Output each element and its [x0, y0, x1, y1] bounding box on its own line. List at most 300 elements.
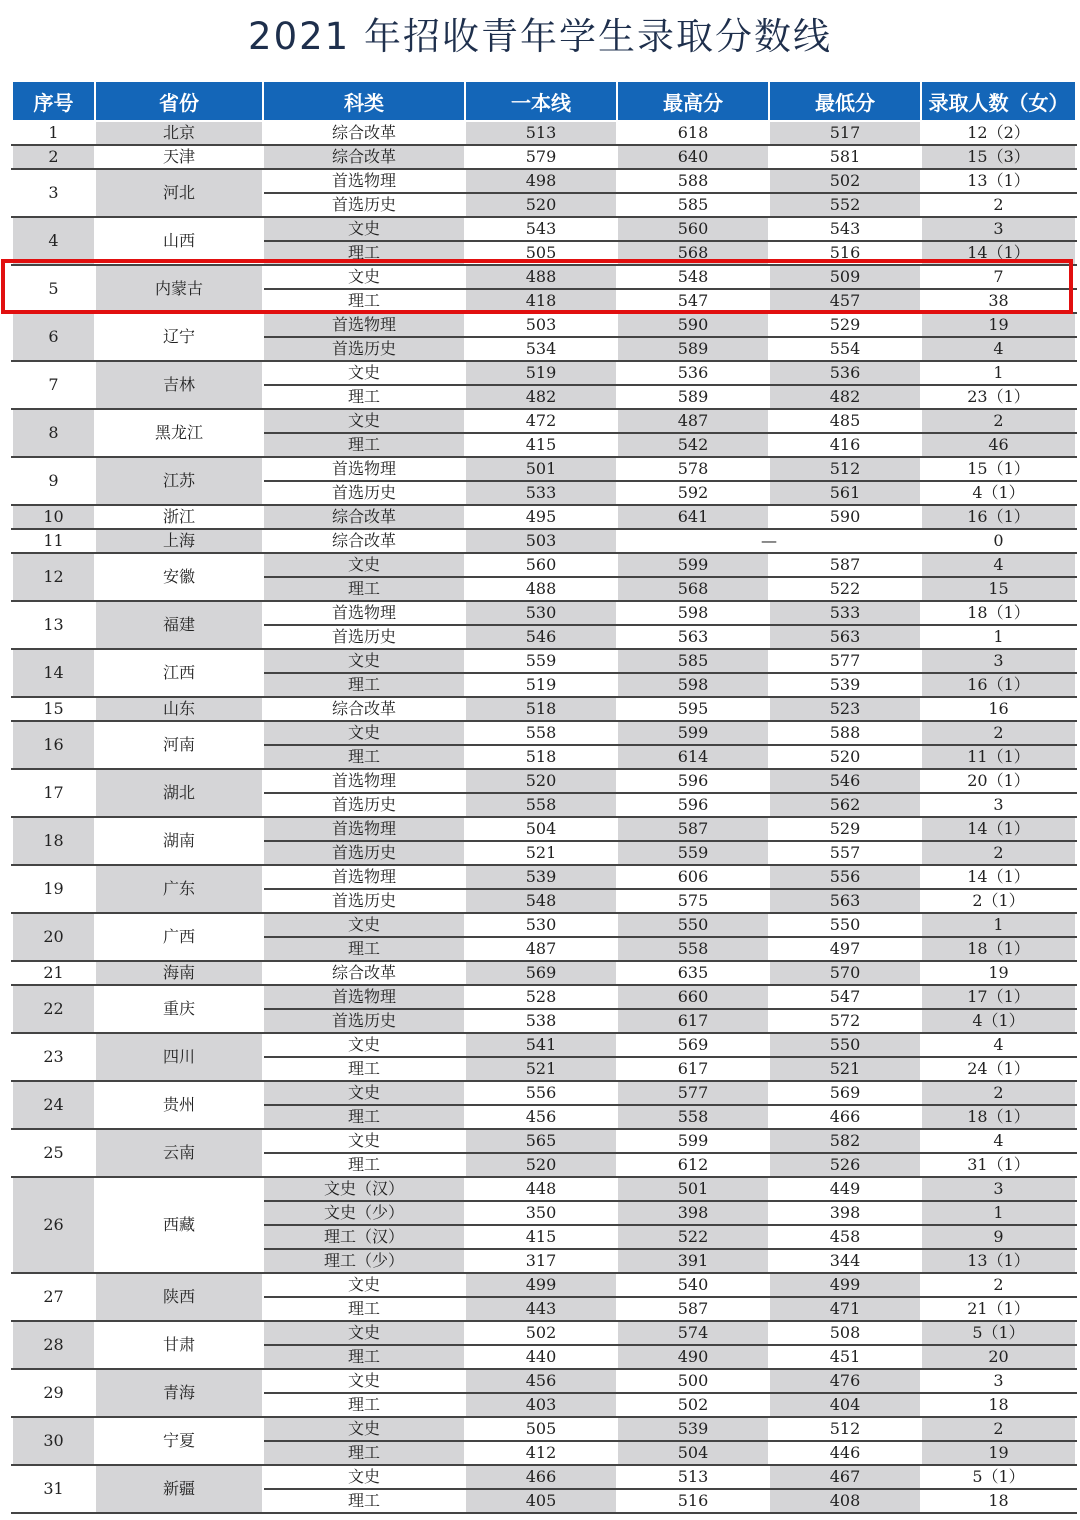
category-cell: 首选历史: [263, 1009, 465, 1033]
min-score-cell: 543: [769, 217, 921, 241]
row-number-cell: 23: [12, 1033, 95, 1081]
min-score-cell: 552: [769, 193, 921, 217]
min-score-cell: 563: [769, 889, 921, 913]
table-row: [12, 1417, 1076, 1441]
cutoff-cell: 513: [465, 121, 617, 145]
category-cell: 文史: [263, 553, 465, 577]
max-score-cell: 578: [617, 457, 769, 481]
category-cell: 综合改革: [263, 145, 465, 169]
max-score-cell: 516: [617, 1489, 769, 1513]
table-row: [12, 961, 1076, 985]
min-score-cell: 408: [769, 1489, 921, 1513]
province-cell: 安徽: [95, 553, 263, 601]
cutoff-cell: 533: [465, 481, 617, 505]
cutoff-cell: 521: [465, 1057, 617, 1081]
admitted-cell: 5（1）: [921, 1465, 1076, 1489]
category-cell: 文史: [263, 1321, 465, 1345]
category-cell: 综合改革: [263, 961, 465, 985]
admitted-cell: 2: [921, 721, 1076, 745]
cutoff-cell: 520: [465, 193, 617, 217]
min-score-cell: 577: [769, 649, 921, 673]
max-score-cell: 563: [617, 625, 769, 649]
table-row: [12, 121, 1076, 145]
category-cell: 文史: [263, 361, 465, 385]
admitted-cell: 21（1）: [921, 1297, 1076, 1321]
category-cell: 文史: [263, 649, 465, 673]
cutoff-cell: 548: [465, 889, 617, 913]
category-cell: 理工: [263, 433, 465, 457]
category-cell: 理工: [263, 1297, 465, 1321]
category-cell: 理工: [263, 385, 465, 409]
min-score-cell: 588: [769, 721, 921, 745]
row-number-cell: 18: [12, 817, 95, 865]
province-cell: 福建: [95, 601, 263, 649]
cutoff-cell: 518: [465, 697, 617, 721]
max-score-cell: 504: [617, 1441, 769, 1465]
min-score-cell: 590: [769, 505, 921, 529]
province-cell: 云南: [95, 1129, 263, 1177]
row-number-cell: 24: [12, 1081, 95, 1129]
min-score-cell: 572: [769, 1009, 921, 1033]
province-cell: 山东: [95, 697, 263, 721]
max-score-cell: 617: [617, 1057, 769, 1081]
table-row: [12, 145, 1076, 169]
province-cell: 海南: [95, 961, 263, 985]
max-score-cell: 590: [617, 313, 769, 337]
header-admitted-count: 录取人数（女）: [921, 81, 1076, 121]
category-cell: 理工: [263, 1441, 465, 1465]
min-score-cell: 522: [769, 577, 921, 601]
category-cell: 文史: [263, 1033, 465, 1057]
row-number-cell: 2: [12, 145, 95, 169]
max-score-cell: 542: [617, 433, 769, 457]
cutoff-cell: 505: [465, 1417, 617, 1441]
table-row: [12, 817, 1076, 841]
cutoff-cell: 579: [465, 145, 617, 169]
min-score-cell: 458: [769, 1225, 921, 1249]
cutoff-cell: 520: [465, 769, 617, 793]
row-number-cell: 28: [12, 1321, 95, 1369]
admitted-cell: 2: [921, 1081, 1076, 1105]
row-number-cell: 19: [12, 865, 95, 913]
min-score-cell: 523: [769, 697, 921, 721]
min-score-cell: 533: [769, 601, 921, 625]
max-score-cell: 596: [617, 793, 769, 817]
cutoff-cell: 415: [465, 433, 617, 457]
max-score-cell: 502: [617, 1393, 769, 1417]
admitted-cell: 0: [921, 529, 1076, 553]
province-cell: 新疆: [95, 1465, 263, 1513]
cutoff-cell: 466: [465, 1465, 617, 1489]
category-cell: 首选历史: [263, 841, 465, 865]
max-score-cell: 589: [617, 337, 769, 361]
max-score-cell: 522: [617, 1225, 769, 1249]
table-row: [12, 553, 1076, 577]
cutoff-cell: 543: [465, 217, 617, 241]
category-cell: 理工: [263, 937, 465, 961]
min-score-cell: 529: [769, 817, 921, 841]
category-cell: 首选物理: [263, 985, 465, 1009]
min-score-cell: 344: [769, 1249, 921, 1273]
max-score-cell: 558: [617, 1105, 769, 1129]
cutoff-cell: 569: [465, 961, 617, 985]
admitted-cell: 14（1）: [921, 865, 1076, 889]
admitted-cell: 23（1）: [921, 385, 1076, 409]
cutoff-cell: 495: [465, 505, 617, 529]
max-score-cell: 548: [617, 265, 769, 289]
row-number-cell: 5: [12, 265, 95, 313]
table-row: [12, 697, 1076, 721]
category-cell: 理工（汉）: [263, 1225, 465, 1249]
table-body: [12, 121, 1076, 1513]
table-row: [12, 457, 1076, 481]
admitted-cell: 24（1）: [921, 1057, 1076, 1081]
admitted-cell: 18: [921, 1393, 1076, 1417]
admitted-cell: 3: [921, 1369, 1076, 1393]
category-cell: 理工: [263, 1345, 465, 1369]
min-score-cell: 561: [769, 481, 921, 505]
admitted-cell: 4: [921, 553, 1076, 577]
max-score-cell: —: [617, 529, 921, 553]
cutoff-cell: 538: [465, 1009, 617, 1033]
row-number-cell: 22: [12, 985, 95, 1033]
cutoff-cell: 530: [465, 913, 617, 937]
admitted-cell: 16（1）: [921, 505, 1076, 529]
cutoff-cell: 488: [465, 577, 617, 601]
admitted-cell: 2: [921, 409, 1076, 433]
max-score-cell: 617: [617, 1009, 769, 1033]
cutoff-cell: 405: [465, 1489, 617, 1513]
row-number-cell: 29: [12, 1369, 95, 1417]
admitted-cell: 3: [921, 1177, 1076, 1201]
table-row: [12, 769, 1076, 793]
admitted-cell: 14（1）: [921, 241, 1076, 265]
row-number-cell: 13: [12, 601, 95, 649]
province-cell: 重庆: [95, 985, 263, 1033]
admitted-cell: 18: [921, 1489, 1076, 1513]
admitted-cell: 4: [921, 1129, 1076, 1153]
min-score-cell: 499: [769, 1273, 921, 1297]
admitted-cell: 15: [921, 577, 1076, 601]
category-cell: 首选物理: [263, 865, 465, 889]
row-number-cell: 7: [12, 361, 95, 409]
category-cell: 理工: [263, 577, 465, 601]
table-row: [12, 529, 1076, 553]
category-cell: 文史（汉）: [263, 1177, 465, 1201]
cutoff-cell: 418: [465, 289, 617, 313]
cutoff-cell: 521: [465, 841, 617, 865]
category-cell: 文史: [263, 1465, 465, 1489]
min-score-cell: 562: [769, 793, 921, 817]
cutoff-cell: 519: [465, 361, 617, 385]
min-score-cell: 550: [769, 913, 921, 937]
category-cell: 首选历史: [263, 481, 465, 505]
cutoff-cell: 530: [465, 601, 617, 625]
admitted-cell: 13（1）: [921, 169, 1076, 193]
table-row: [12, 1273, 1076, 1297]
category-cell: 文史: [263, 1081, 465, 1105]
province-cell: 天津: [95, 145, 263, 169]
min-score-cell: 526: [769, 1153, 921, 1177]
min-score-cell: 512: [769, 457, 921, 481]
cutoff-cell: 415: [465, 1225, 617, 1249]
admitted-cell: 4: [921, 1033, 1076, 1057]
admitted-cell: 2: [921, 193, 1076, 217]
min-score-cell: 449: [769, 1177, 921, 1201]
cutoff-cell: 501: [465, 457, 617, 481]
max-score-cell: 618: [617, 121, 769, 145]
province-cell: 湖北: [95, 769, 263, 817]
table-row: [12, 721, 1076, 745]
admitted-cell: 2（1）: [921, 889, 1076, 913]
max-score-cell: 487: [617, 409, 769, 433]
category-cell: 文史: [263, 913, 465, 937]
admitted-cell: 38: [921, 289, 1076, 313]
admitted-cell: 1: [921, 625, 1076, 649]
cutoff-cell: 565: [465, 1129, 617, 1153]
max-score-cell: 500: [617, 1369, 769, 1393]
category-cell: 文史: [263, 1369, 465, 1393]
admitted-cell: 5（1）: [921, 1321, 1076, 1345]
category-cell: 文史: [263, 217, 465, 241]
min-score-cell: 446: [769, 1441, 921, 1465]
cutoff-cell: 503: [465, 529, 617, 553]
admitted-cell: 7: [921, 265, 1076, 289]
admitted-cell: 46: [921, 433, 1076, 457]
row-number-cell: 10: [12, 505, 95, 529]
category-cell: 综合改革: [263, 121, 465, 145]
province-cell: 黑龙江: [95, 409, 263, 457]
category-cell: 文史: [263, 721, 465, 745]
province-cell: 甘肃: [95, 1321, 263, 1369]
max-score-cell: 536: [617, 361, 769, 385]
max-score-cell: 599: [617, 721, 769, 745]
category-cell: 首选物理: [263, 601, 465, 625]
admitted-cell: 3: [921, 649, 1076, 673]
admitted-cell: 18（1）: [921, 937, 1076, 961]
cutoff-cell: 498: [465, 169, 617, 193]
max-score-cell: 569: [617, 1033, 769, 1057]
admission-score-table: [11, 80, 1077, 1514]
table-row: [12, 1081, 1076, 1105]
min-score-cell: 497: [769, 937, 921, 961]
province-cell: 广西: [95, 913, 263, 961]
category-cell: 文史: [263, 1129, 465, 1153]
max-score-cell: 660: [617, 985, 769, 1009]
max-score-cell: 398: [617, 1201, 769, 1225]
province-cell: 内蒙古: [95, 265, 263, 313]
table-row: [12, 265, 1076, 289]
max-score-cell: 587: [617, 817, 769, 841]
max-score-cell: 596: [617, 769, 769, 793]
admitted-cell: 19: [921, 1441, 1076, 1465]
cutoff-cell: 502: [465, 1321, 617, 1345]
min-score-cell: 581: [769, 145, 921, 169]
max-score-cell: 598: [617, 601, 769, 625]
table-row: [12, 601, 1076, 625]
category-cell: 理工: [263, 745, 465, 769]
min-score-cell: 404: [769, 1393, 921, 1417]
max-score-cell: 598: [617, 673, 769, 697]
row-number-cell: 20: [12, 913, 95, 961]
category-cell: 文史: [263, 265, 465, 289]
max-score-cell: 592: [617, 481, 769, 505]
max-score-cell: 568: [617, 577, 769, 601]
row-number-cell: 25: [12, 1129, 95, 1177]
cutoff-cell: 443: [465, 1297, 617, 1321]
row-number-cell: 4: [12, 217, 95, 265]
cutoff-cell: 519: [465, 673, 617, 697]
category-cell: 首选历史: [263, 793, 465, 817]
max-score-cell: 559: [617, 841, 769, 865]
admitted-cell: 11（1）: [921, 745, 1076, 769]
cutoff-cell: 539: [465, 865, 617, 889]
category-cell: 首选物理: [263, 313, 465, 337]
min-score-cell: 520: [769, 745, 921, 769]
min-score-cell: 485: [769, 409, 921, 433]
min-score-cell: 556: [769, 865, 921, 889]
max-score-cell: 547: [617, 289, 769, 313]
header-min-score: 最低分: [769, 81, 921, 121]
max-score-cell: 560: [617, 217, 769, 241]
table-row: [12, 865, 1076, 889]
min-score-cell: 482: [769, 385, 921, 409]
admitted-cell: 3: [921, 217, 1076, 241]
min-score-cell: 547: [769, 985, 921, 1009]
cutoff-cell: 541: [465, 1033, 617, 1057]
header-cutoff: 一本线: [465, 81, 617, 121]
category-cell: 首选物理: [263, 457, 465, 481]
admitted-cell: 18（1）: [921, 601, 1076, 625]
max-score-cell: 585: [617, 649, 769, 673]
table-row: [12, 1033, 1076, 1057]
admitted-cell: 1: [921, 913, 1076, 937]
admitted-cell: 15（1）: [921, 457, 1076, 481]
admitted-cell: 3: [921, 793, 1076, 817]
min-score-cell: 536: [769, 361, 921, 385]
table-row: [12, 1465, 1076, 1489]
row-number-cell: 14: [12, 649, 95, 697]
max-score-cell: 540: [617, 1273, 769, 1297]
admitted-cell: 18（1）: [921, 1105, 1076, 1129]
min-score-cell: 451: [769, 1345, 921, 1369]
min-score-cell: 557: [769, 841, 921, 865]
table-row: [12, 217, 1076, 241]
table-row: [12, 169, 1076, 193]
max-score-cell: 595: [617, 697, 769, 721]
min-score-cell: 398: [769, 1201, 921, 1225]
max-score-cell: 589: [617, 385, 769, 409]
table-row: [12, 1129, 1076, 1153]
category-cell: 首选历史: [263, 337, 465, 361]
row-number-cell: 1: [12, 121, 95, 145]
category-cell: 综合改革: [263, 529, 465, 553]
min-score-cell: 546: [769, 769, 921, 793]
max-score-cell: 574: [617, 1321, 769, 1345]
table-row: [12, 361, 1076, 385]
cutoff-cell: 558: [465, 793, 617, 817]
province-cell: 青海: [95, 1369, 263, 1417]
cutoff-cell: 504: [465, 817, 617, 841]
header-province: 省份: [95, 81, 263, 121]
admitted-cell: 19: [921, 313, 1076, 337]
min-score-cell: 517: [769, 121, 921, 145]
category-cell: 理工: [263, 241, 465, 265]
min-score-cell: 563: [769, 625, 921, 649]
category-cell: 理工: [263, 1057, 465, 1081]
min-score-cell: 512: [769, 1417, 921, 1441]
province-cell: 宁夏: [95, 1417, 263, 1465]
province-cell: 江苏: [95, 457, 263, 505]
min-score-cell: 569: [769, 1081, 921, 1105]
province-cell: 湖南: [95, 817, 263, 865]
category-cell: 首选物理: [263, 817, 465, 841]
table-row: [12, 1369, 1076, 1393]
cutoff-cell: 560: [465, 553, 617, 577]
cutoff-cell: 487: [465, 937, 617, 961]
max-score-cell: 550: [617, 913, 769, 937]
max-score-cell: 539: [617, 1417, 769, 1441]
cutoff-cell: 505: [465, 241, 617, 265]
cutoff-cell: 546: [465, 625, 617, 649]
table-row: [12, 409, 1076, 433]
admitted-cell: 15（3）: [921, 145, 1076, 169]
row-number-cell: 31: [12, 1465, 95, 1513]
admitted-cell: 19: [921, 961, 1076, 985]
category-cell: 首选历史: [263, 193, 465, 217]
category-cell: 文史: [263, 1417, 465, 1441]
table-header-row: [12, 81, 1076, 121]
cutoff-cell: 559: [465, 649, 617, 673]
max-score-cell: 391: [617, 1249, 769, 1273]
min-score-cell: 550: [769, 1033, 921, 1057]
province-cell: 山西: [95, 217, 263, 265]
cutoff-cell: 448: [465, 1177, 617, 1201]
min-score-cell: 466: [769, 1105, 921, 1129]
min-score-cell: 508: [769, 1321, 921, 1345]
cutoff-cell: 440: [465, 1345, 617, 1369]
province-cell: 河南: [95, 721, 263, 769]
header-max-score: 最高分: [617, 81, 769, 121]
cutoff-cell: 528: [465, 985, 617, 1009]
header-no: 序号: [12, 81, 95, 121]
cutoff-cell: 499: [465, 1273, 617, 1297]
row-number-cell: 9: [12, 457, 95, 505]
table-row: [12, 1321, 1076, 1345]
page-title: 2021 年招收青年学生录取分数线: [248, 15, 832, 58]
cutoff-cell: 534: [465, 337, 617, 361]
cutoff-cell: 482: [465, 385, 617, 409]
header-category: 科类: [263, 81, 465, 121]
row-number-cell: 21: [12, 961, 95, 985]
province-cell: 西藏: [95, 1177, 263, 1273]
category-cell: 文史: [263, 1273, 465, 1297]
category-cell: 首选历史: [263, 625, 465, 649]
row-number-cell: 3: [12, 169, 95, 217]
cutoff-cell: 456: [465, 1369, 617, 1393]
min-score-cell: 476: [769, 1369, 921, 1393]
min-score-cell: 467: [769, 1465, 921, 1489]
province-cell: 河北: [95, 169, 263, 217]
cutoff-cell: 518: [465, 745, 617, 769]
category-cell: 首选物理: [263, 769, 465, 793]
province-cell: 陕西: [95, 1273, 263, 1321]
province-cell: 上海: [95, 529, 263, 553]
min-score-cell: 529: [769, 313, 921, 337]
min-score-cell: 502: [769, 169, 921, 193]
row-number-cell: 12: [12, 553, 95, 601]
admitted-cell: 1: [921, 361, 1076, 385]
